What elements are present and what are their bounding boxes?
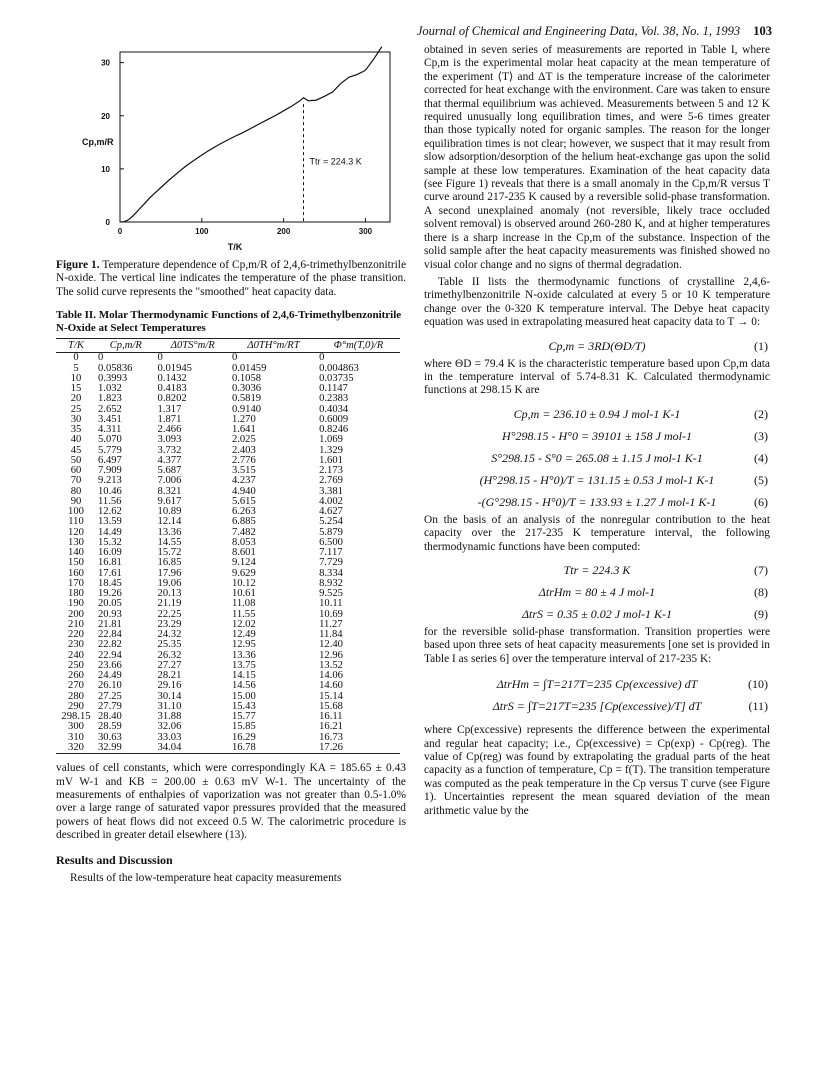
table-cell: 280	[68, 690, 84, 702]
table-cell: 9.617	[157, 495, 182, 507]
table-cell: 16.11	[319, 711, 343, 723]
journal-citation: Journal of Chemical and Engineering Data, Vol. 38, No. 1, 1993	[416, 24, 741, 38]
table-cell: 12.96	[319, 649, 343, 661]
table-cell: 2.466	[157, 424, 182, 436]
figure-caption-label: Figure 1.	[56, 259, 100, 271]
table-cell: 1.641	[231, 424, 256, 436]
equation-8: ΔtrHm = 80 ± 4 J mol-1 (8)	[538, 584, 768, 599]
table-cell: 110	[68, 516, 84, 528]
table-cell: 9.213	[98, 475, 122, 487]
table-cell: 0	[231, 352, 238, 364]
table-cell: 24.49	[98, 670, 122, 682]
table-cell: 9.124	[231, 557, 256, 569]
table-cell: 33.03	[157, 731, 182, 743]
table-cell: 13.52	[319, 659, 343, 671]
table-cell: 11.84	[319, 629, 343, 641]
table-cell: 25	[70, 403, 82, 415]
equation-5: (H°298.15 - H°0)/T = 131.15 ± 0.53 J mol-1 K-1 (5)	[479, 472, 768, 487]
table-cell: 13.36	[157, 526, 182, 538]
table-cell: 1.270	[231, 413, 256, 425]
table-cell: 7.117	[319, 547, 343, 559]
table-cell: 29.16	[157, 680, 182, 692]
table-cell: 250	[68, 659, 84, 671]
table-cell: 0.1432	[157, 372, 187, 384]
equation-9: ΔtrS = 0.35 ± 0.02 J mol-1 K-1 (9)	[521, 606, 768, 621]
table-cell: 10.46	[98, 485, 122, 497]
table-cell: 34.04	[156, 743, 230, 754]
heat-capacity-curve	[120, 47, 382, 222]
table-cell: 4.940	[231, 485, 256, 497]
right-paragraph-3: where ΘD = 79.4 K is the characteristic temperature based upon Cp,m data in the temperature interval of 5.74-8.31 K. Calculated thermodynamic functions at 298.15 K are	[424, 357, 770, 397]
table-cell: 0.3993	[98, 372, 128, 384]
table-cell: 3.451	[98, 413, 122, 425]
table-cell: 0.1058	[231, 372, 262, 384]
table-cell: 210	[68, 618, 84, 630]
table-cell: 4.627	[319, 506, 343, 518]
equation-7: Ttr = 224.3 K (7)	[563, 562, 768, 577]
table-cell: 10	[70, 372, 82, 384]
table-cell: 0	[98, 352, 104, 364]
table-cell: 3.093	[157, 434, 182, 446]
table-cell: 14.55	[157, 536, 182, 548]
table-cell: 26.10	[98, 680, 122, 692]
table-cell: 8.321	[157, 485, 182, 497]
table-cell: 320	[56, 743, 96, 754]
col-header: T/K	[56, 339, 96, 353]
table-cell: 8.053	[231, 536, 256, 548]
table-cell: 17.61	[98, 567, 122, 579]
table-cell: 1.329	[319, 444, 343, 456]
table-cell: 20.05	[98, 598, 122, 610]
table-cell: 21.81	[98, 618, 122, 630]
table-cell: 12.40	[319, 639, 343, 651]
table-cell: 20.93	[98, 608, 122, 620]
table-cell: 22.94	[98, 649, 122, 661]
table-cell: 5.615	[231, 495, 256, 507]
y-tick-label: 30	[101, 58, 110, 68]
table-cell: 2.652	[98, 403, 122, 415]
table-cell: 16.73	[319, 731, 343, 743]
right-paragraph-5: for the reversible solid-phase transformation. Transition properties were based upon three sets of heat capacity measurements [one set is provided in Table I as series 6] over the temperature interval of 217-235 K:	[424, 625, 770, 665]
table-cell: 9.629	[231, 567, 256, 579]
table-cell: 0.2383	[319, 393, 349, 405]
table-cell: 8.601	[231, 547, 256, 559]
table-cell: 130	[68, 536, 84, 548]
table-cell: 12.95	[231, 639, 256, 651]
chart-curve	[120, 47, 382, 222]
table-cell: 10.61	[231, 588, 256, 600]
table-cell: 16.21	[319, 721, 343, 733]
table-cell: 200	[68, 608, 84, 620]
table-cell: 26.32	[157, 649, 182, 661]
table-cell: 16.85	[157, 557, 182, 569]
table-cell: 12.14	[157, 516, 182, 528]
table-cell: 11.27	[319, 618, 343, 630]
table-cell: 300	[68, 721, 84, 733]
x-tick-label: 0	[117, 227, 123, 236]
table-cell: 30.63	[98, 731, 122, 743]
table-cell: 5.687	[157, 465, 182, 477]
table-cell: 21.19	[157, 598, 182, 610]
table-cell: 31.88	[157, 711, 182, 723]
table-cell: 32.06	[157, 721, 182, 733]
table-cell: 70	[70, 475, 82, 487]
table-cell: 0.8202	[157, 393, 187, 405]
table-header-row	[56, 339, 400, 353]
table-cell: 0.6009	[319, 413, 349, 425]
table-cell: 298.15	[61, 711, 91, 723]
table-cell: 1.871	[157, 413, 182, 425]
col-header: Φ°m(T,0)/R	[317, 339, 400, 353]
table-cell: 35	[70, 424, 82, 436]
table-cell: 22.84	[98, 629, 122, 641]
x-tick-label: 200	[276, 227, 291, 236]
col-header: Δ0TH°m/RT	[230, 339, 317, 353]
table-cell: 1.069	[319, 434, 343, 446]
table-cell: 5	[73, 362, 79, 374]
table-cell: 8.334	[319, 567, 343, 579]
table-title: Table II. Molar Thermodynamic Functions of 2,4,6-Trimethylbenzonitrile N-Oxide at Select Temperatures	[56, 309, 402, 334]
table-cell: 23.66	[98, 659, 122, 671]
left-paragraph-1: values of cell constants, which were correspondingly KA = 185.65 ± 0.43 mV W-1 and KB = 200.00 ± 0.63 mV W-1. The uncertainty of the measurements of enthalpies of vaporization was not greater than 0.5-1.0% over a large range of saturated vapor pressures provided that the measured powers of heat flows did not exceed 0.5 W. The calorimetric procedure is described in greater detail elsewhere (13).	[56, 762, 406, 842]
equation-3: H°298.15 - H°0 = 39101 ± 158 J mol-1 (3)	[502, 428, 768, 443]
table-cell: 20.13	[157, 588, 182, 600]
y-tick-label: 0	[105, 218, 110, 227]
table-cell: 6.263	[231, 506, 256, 518]
table-cell: 0.05836	[98, 362, 133, 374]
table-cell: 15.14	[319, 690, 343, 702]
table-cell: 10.11	[319, 598, 343, 610]
table-cell: 270	[68, 680, 84, 692]
table-cell: 17.96	[157, 567, 182, 579]
table-cell: 0.9140	[231, 403, 262, 415]
table-cell: 2.403	[231, 444, 256, 456]
table-cell: 10.12	[231, 577, 256, 589]
table-cell: 13.75	[231, 659, 256, 671]
table-cell: 27.79	[98, 700, 122, 712]
y-tick-label: 10	[101, 164, 110, 174]
transition-annotation: Ttr = 224.3 K	[309, 156, 362, 167]
table-cell: 11.08	[231, 598, 256, 610]
table-cell: 1.317	[157, 403, 182, 415]
table-cell: 5.879	[319, 526, 343, 538]
table-cell: 18.45	[98, 577, 122, 589]
table-cell: 10.89	[157, 506, 182, 518]
table-cell: 2.173	[319, 465, 343, 477]
table-cell: 2.776	[231, 454, 256, 466]
table-cell: 0	[73, 352, 79, 364]
thermo-table	[56, 338, 400, 754]
figure-caption-text: Temperature dependence of Cp,m/R of 2,4,6-trimethylbenzonitrile N-oxide. The vertical line indicates the temperature of the phase transition. The solid curve represents the "smoothed" heat capacity data.	[56, 259, 406, 298]
table-cell: 30.14	[157, 690, 182, 702]
table-cell: 16.81	[98, 557, 122, 569]
table-cell: 240	[68, 649, 84, 661]
right-paragraph-2: Table II lists the thermodynamic functions of crystalline 2,4,6-trimethylbenzonitrile N-oxide calculated at every 5 or 10 K temperature change over the 0-320 K temperature interval. The Debye heat capacity equation was used in extrapolating measured heat capacity data to T → 0:	[424, 275, 770, 329]
equation-2: Cp,m = 236.10 ± 0.94 J mol-1 K-1 (2)	[513, 406, 768, 421]
table-cell: 4.237	[231, 475, 256, 487]
table-cell: 0.4034	[319, 403, 349, 415]
y-tick-label: 20	[101, 111, 110, 121]
x-tick-label: 100	[195, 227, 209, 236]
table-cell: 100	[68, 506, 84, 518]
table-cell: 10.69	[319, 608, 343, 620]
table-cell: 27.27	[157, 659, 182, 671]
equation-1: Cp,m = 3RD(ΘD/T) (1)	[548, 338, 768, 353]
table-cell: 24.32	[157, 629, 182, 641]
x-tick-label: 300	[358, 227, 373, 236]
table-cell: 260	[68, 670, 84, 682]
table-cell: 17.26	[317, 743, 400, 754]
table-cell: 27.25	[98, 690, 122, 702]
x-axis-label: T/K	[227, 242, 243, 252]
right-paragraph-6: where Cp(excessive) represents the difference between the experimental and regular heat capacity; i.e., Cp(excessive) = Cp(exp) - Cp(reg). The value of Cp(reg) was found by extrapolating the gradual parts of the heat capacity as a function of temperature, Cp = f(T). The transition temperature was computed as the peak temperature in the Cp versus T curve (see Figure 1). Uncertainties represent the mean squared deviation of the mean arithmetic value by the	[424, 724, 770, 817]
table-cell: 16.29	[231, 731, 256, 743]
table-cell: 80	[70, 485, 82, 497]
table-cell: 28.40	[98, 711, 122, 723]
figure-1-chart	[56, 44, 406, 254]
table-cell: 90	[70, 495, 82, 507]
table-cell: 45	[70, 444, 82, 456]
table-cell: 4.377	[157, 454, 182, 466]
col-header: Δ0TS°m/R	[156, 339, 230, 353]
table-cell: 0.004863	[319, 362, 359, 374]
table-cell: 12.62	[98, 506, 122, 518]
table-cell: 0.5819	[231, 393, 262, 405]
table-cell: 310	[68, 731, 84, 743]
table-cell: 28.21	[157, 670, 182, 682]
right-paragraph-4: On the basis of an analysis of the nonregular contribution to the heat capacity over the 217-235 K temperature interval, the following thermodynamic functions have been computed:	[424, 513, 770, 553]
table-cell: 14.49	[98, 526, 122, 538]
equation-10: ΔtrHm = ∫T=217T=235 Cp(excessive) dT (10)	[496, 677, 768, 692]
table-cell: 5.254	[319, 516, 343, 528]
page-number: 103	[753, 24, 772, 38]
table-cell: 180	[68, 588, 84, 600]
table-cell: 160	[68, 567, 84, 579]
table-cell: 12.49	[231, 629, 256, 641]
table-cell: 9.525	[319, 588, 343, 600]
table-cell: 14.60	[319, 680, 343, 692]
table-cell: 15.72	[157, 547, 182, 559]
table-cell: 23.29	[157, 618, 182, 630]
table-cell: 32.99	[96, 743, 156, 754]
left-paragraph-2: Results of the low-temperature heat capacity measurements	[70, 871, 342, 884]
table-cell: 6.497	[98, 454, 122, 466]
table-cell: 15.85	[231, 721, 256, 733]
table-cell: 11.56	[98, 495, 122, 507]
equation-4: S°298.15 - S°0 = 265.08 ± 1.15 J mol-1 K-1 (4)	[491, 450, 768, 465]
table-cell: 7.006	[157, 475, 182, 487]
table-cell: 6.885	[231, 516, 256, 528]
table-cell: 40	[70, 434, 82, 446]
col-header: Cp,m/R	[96, 339, 156, 353]
table-cell: 0.3036	[231, 383, 262, 395]
table-cell: 0	[157, 352, 163, 364]
table-cell: 4.002	[319, 495, 343, 507]
table-cell: 170	[68, 577, 84, 589]
table-cell: 0	[319, 352, 325, 364]
table-cell: 1.601	[319, 454, 343, 466]
equation-6: -(G°298.15 - H°0)/T = 133.93 ± 1.27 J mol-1 K-1 (6)	[477, 494, 768, 509]
table-cell: 14.06	[319, 670, 343, 682]
y-axis-label: Cp,m/R	[82, 136, 114, 147]
right-paragraph-1: obtained in seven series of measurements are reported in Table I, where Cp,m is the experimental molar heat capacity at the mean temperature of the experiment ⟨T⟩ and ΔT is the temperature increase of the calorimeter corrected for heat exchange with the environment. Care was taken to ensure that thermal equilibrium was achieved. Measurements between 5 and 12 K required unusually long equilibration times, and were 5-6 times greater than those typically noted for organic samples. The reason for the longer equilibration times is not clear; however, we suspect that it may result from slow adsorption/desorption of the helium heat-exchange gas upon the solid sample at these low temperatures. Examination of the heat capacity data (see Figure 1) reveals that there is a small anomaly in the Cp,m/R versus T curve around 217-235 K caused by a reversible solid-phase transformation. A second unexplained anomaly (not reversible, likely trace occluded solvent removal) is observed around 260-280 K, and at higher temperatures there is a sharp increase in the Cp,m of the substance. Inspection of the solid sample after the heat capacity measurements was finished showed no visual color change and no signs of thermal degradation.	[424, 44, 771, 271]
table-cell: 1.823	[98, 393, 122, 405]
table-cell: 14.15	[231, 670, 256, 682]
table-cell: 15.00	[231, 690, 256, 702]
table-cell: 7.482	[231, 526, 256, 538]
table-cell: 0.8246	[319, 424, 349, 436]
table-cell: 0.1147	[319, 383, 348, 395]
table-cell: 150	[68, 557, 84, 569]
running-head	[417, 24, 772, 39]
right-column	[424, 44, 770, 818]
table-cell: 20	[70, 393, 82, 405]
table-cell: 15.32	[98, 536, 122, 548]
table-cell: 15.77	[231, 711, 256, 723]
table-cell: 190	[68, 598, 84, 610]
table-cell: 7.909	[98, 465, 122, 477]
table-cell: 220	[68, 629, 84, 641]
table-cell: 15.43	[231, 700, 256, 712]
table-cell: 31.10	[157, 700, 182, 712]
table-cell: 7.729	[319, 557, 343, 569]
table-cell: 50	[70, 454, 82, 466]
table-cell: 5.779	[98, 444, 122, 456]
table-cell: 3.732	[157, 444, 182, 456]
table-cell: 290	[68, 700, 84, 712]
table-cell: 28.59	[98, 721, 122, 733]
table-cell: 8.932	[319, 577, 343, 589]
equation-11: ΔtrS = ∫T=217T=235 [Cp(excessive)/T] dT (11)	[492, 699, 768, 714]
table-cell: 19.06	[157, 577, 182, 589]
table-cell: 22.25	[157, 608, 182, 620]
table-cell: 13.36	[231, 649, 256, 661]
table-cell: 140	[68, 547, 84, 559]
table-cell: 60	[70, 465, 82, 477]
table-cell: 2.769	[319, 475, 343, 487]
section-heading: Results and Discussion	[56, 852, 173, 867]
table-cell: 14.56	[231, 680, 256, 692]
table-cell: 16.78	[230, 743, 317, 754]
table-cell: 16.09	[98, 547, 122, 559]
table-cell: 1.032	[98, 383, 122, 395]
left-column	[56, 44, 406, 885]
table-cell: 0.4183	[157, 383, 187, 395]
table-cell: 11.55	[231, 608, 256, 620]
table-cell: 4.311	[98, 424, 122, 436]
table-cell: 3.381	[319, 485, 343, 497]
table-cell: 5.070	[98, 434, 122, 446]
chart-ticks	[101, 59, 373, 236]
table-cell: 120	[68, 526, 84, 538]
table-cell: 22.82	[98, 639, 122, 651]
figure-caption	[56, 259, 406, 299]
table-cell: 0.03735	[319, 372, 354, 384]
table-cell: 15.68	[319, 700, 343, 712]
table-cell: 30	[70, 413, 82, 425]
table-cell: 0.01945	[157, 362, 192, 374]
table-cell: 230	[68, 639, 84, 651]
table-cell: 6.500	[319, 536, 343, 548]
table-cell: 25.35	[157, 639, 182, 651]
table-cell: 13.59	[98, 516, 122, 528]
table-cell: 2.025	[231, 434, 256, 446]
table-cell: 19.26	[98, 588, 122, 600]
table-cell: 15	[70, 383, 82, 395]
table-cell: 3.515	[231, 465, 256, 477]
table-cell: 0.01459	[231, 362, 267, 374]
table-row	[56, 743, 400, 754]
table-cell: 12.02	[231, 618, 256, 630]
